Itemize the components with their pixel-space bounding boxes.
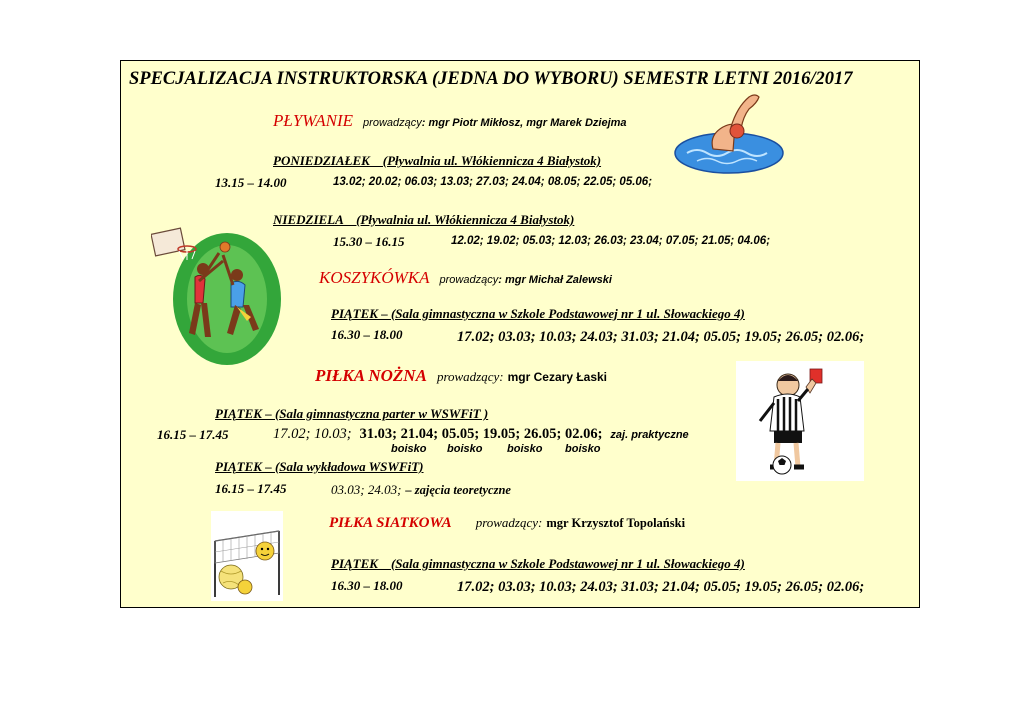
swimming-lead-names: : mgr Piotr Mikłosz, mgr Marek Dziejma [421, 117, 627, 129]
boisko-label-2: boisko [447, 443, 483, 455]
volleyball-lead-names: mgr Krzysztof Topolański [546, 516, 686, 530]
boisko-label-3: boisko [507, 443, 543, 455]
football-time-2: 16.15 – 17.45 [215, 481, 287, 496]
football-venue-1: PIĄTEK – (Sala gimnastyczna parter w WSWFiT ) [215, 406, 489, 421]
football-dates-2 [331, 481, 511, 499]
football-time-1: 16.15 – 17.45 [157, 427, 229, 442]
football-dates-2-note: – zajęcia teoretyczne [405, 483, 511, 497]
football-dates-1-note: zaj. praktyczne [610, 429, 689, 441]
swimming-monday-venue: PONIEDZIAŁEK _ (Pływalnia ul. Włókiennicza 4 Białystok) [273, 153, 602, 168]
basketball-lead-names: : mgr Michał Zalewski [498, 274, 612, 286]
volleyball-image [211, 511, 283, 601]
football-venue-2: PIĄTEK – (Sala wykładowa WSWFiT) [215, 459, 424, 474]
basketball-header [319, 268, 612, 288]
football-title: PIŁKA NOŻNA [315, 366, 427, 385]
swimming-sunday-venue: NIEDZIELA _ (Pływalnia ul. Włókiennicza 4 Białystok) [273, 212, 575, 227]
football-lead-names: mgr Cezary Łaski [507, 370, 608, 384]
boisko-label-1: boisko [391, 443, 427, 455]
basketball-venue: PIĄTEK – (Sala gimnastyczna w Szkole Podstawowej nr 1 ul. Słowackiego 4) [331, 306, 745, 321]
football-lead-label: prowadzący: [436, 369, 504, 384]
basketball-title: KOSZYKÓWKA [319, 268, 430, 287]
volleyball-time: 16.30 – 18.00 [331, 578, 403, 593]
football-dates-1-bold: 31.03; 21.04; 05.05; 19.05; 26.05; 02.06; [359, 426, 603, 442]
volleyball-header [329, 514, 685, 532]
volleyball-dates: 17.02; 03.03; 10.03; 24.03; 31.03; 21.04; 05.05; 19.05; 26.05; 02.06; [457, 579, 865, 595]
swimming-monday-dates: 13.02; 20.02; 06.03; 13.03; 27.03; 24.04; 08.05; 22.05; 05.06; [333, 176, 653, 188]
basketball-image [151, 221, 283, 367]
page-title: SPECJALIZACJA INSTRUKTORSKA (JEDNA DO WYBORU) SEMESTR LETNI 2016/2017 [129, 69, 853, 89]
volleyball-lead-label: prowadzący: [475, 515, 543, 530]
volleyball-title: PIŁKA SIATKOWA [329, 515, 452, 531]
swimming-title: PŁYWANIE [273, 111, 354, 130]
boisko-label-4: boisko [565, 443, 601, 455]
referee-image [736, 361, 864, 481]
volleyball-venue: PIĄTEK _ (Sala gimnastyczna w Szkole Podstawowej nr 1 ul. Słowackiego 4) [331, 556, 745, 571]
football-dates-2-values: 03.03; 24.03; [331, 482, 402, 497]
swimming-sunday-time: 15.30 – 16.15 [333, 234, 405, 249]
basketball-lead-label: prowadzący [439, 274, 499, 286]
swimming-monday-time: 13.15 – 14.00 [215, 175, 287, 190]
swimming-lead-label: prowadzący [363, 117, 422, 129]
basketball-time: 16.30 – 18.00 [331, 327, 403, 342]
football-header [315, 366, 607, 386]
schedule-frame [120, 60, 920, 608]
football-dates-1-regular: 17.02; 10.03; [273, 426, 352, 442]
swimmer-image [673, 87, 785, 177]
basketball-dates: 17.02; 03.03; 10.03; 24.03; 31.03; 21.04; 05.05; 19.05; 26.05; 02.06; [457, 329, 865, 345]
football-dates-1 [273, 425, 689, 443]
swimming-header [273, 111, 627, 131]
swimming-sunday-dates: 12.02; 19.02; 05.03; 12.03; 26.03; 23.04; 07.05; 21.05; 04.06; [451, 235, 771, 247]
